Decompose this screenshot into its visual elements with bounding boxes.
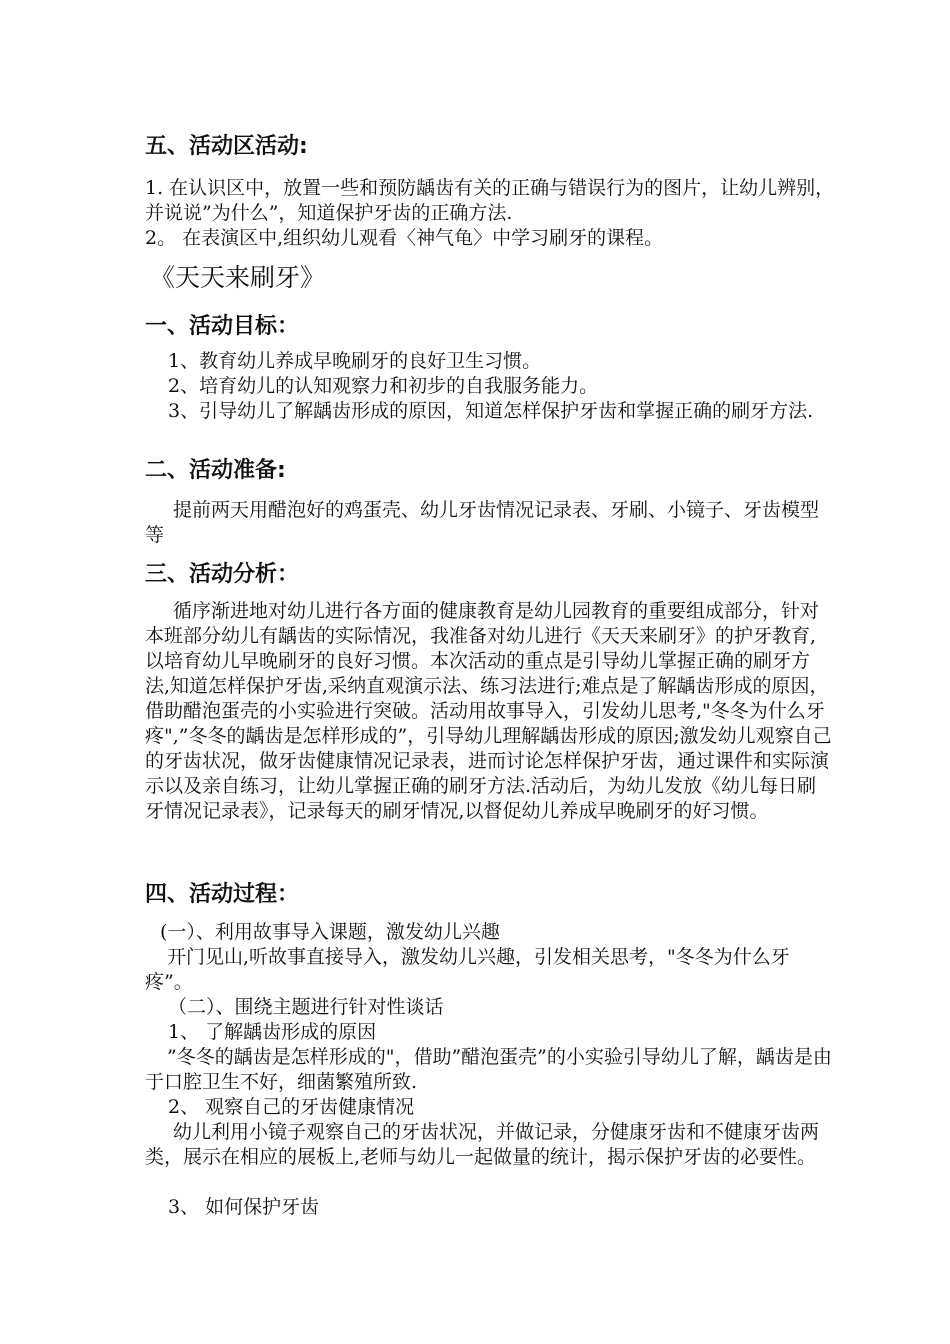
goal-item-3: 3、引导幼儿了解龋齿形成的原因，知道怎样保护牙齿和掌握正确的刷牙方法. (168, 400, 814, 422)
process-step-1-paragraph: 开门见山,听故事直接导入，激发幼儿兴趣，引发相关思考，"冬冬为什么牙疼”。 (145, 946, 790, 993)
process-step-1-title: (一）、利用故事导入课题，激发幼儿兴趣 (160, 921, 500, 943)
goal-item-2: 2、培育幼儿的认知观察力和初步的自我服务能力。 (168, 375, 599, 397)
section-5-paragraph-2: 2。 在表演区中,组织幼儿观看〈神气龟〉中学习刷牙的课程。 (145, 227, 664, 249)
section-1-heading: 一、活动目标： (145, 314, 300, 339)
process-item-2-title: 2、 观察自己的牙齿健康情况 (168, 1096, 415, 1118)
section-2-heading: 二、活动准备: (145, 458, 286, 483)
section-5-paragraph-1: 1. 在认识区中，放置一些和预防龋齿有关的正确与错误行为的图片，让幼儿辨别，并说说”为什么”，知道保护牙齿的正确方法. (145, 177, 835, 224)
process-item-1-paragraph: ”冬冬的龋齿是怎样形成的"，借助”醋泡蛋壳”的小实验引导幼儿了解，龋齿是由于口腔卫生不好，细菌繁殖所致. (145, 1046, 832, 1093)
process-step-2-title: （二）、围绕主题进行针对性谈话 (168, 996, 444, 1018)
process-item-2-paragraph: 幼儿利用小镜子观察自己的牙齿状况，并做记录，分健康牙齿和不健康牙齿两类，展示在相应的展板上,老师与幼儿一起做量的统计，揭示保护牙齿的必要性。 (145, 1121, 820, 1168)
section-3-paragraph: 循序渐进地对幼儿进行各方面的健康教育是幼儿园教育的重要组成部分，针对本班部分幼儿有龋齿的实际情况，我准备对幼儿进行《天天来刷牙》的护牙教育,以培育幼儿早晚刷牙的良好习惯。本次活动的重点是引导幼儿掌握正确的刷牙方法,知道怎样保护牙齿,采纳直观演示法、练习法进行;难点是了解龋齿形成的原因，借助醋泡蛋壳的小实验进行突破。活动用故事导入，引发幼儿思考,"冬冬为什么牙疼",”冬冬的龋齿是怎样形成的”，引导幼儿理解龋齿形成的原因;激发幼儿观察自己的牙齿状况，做牙齿健康情况记录表，进而讨论怎样保护牙齿，通过课件和实际演示以及亲自练习，让幼儿掌握正确的刷牙方法.活动后，为幼儿发放《幼儿每日刷牙情况记录表》，记录每天的刷牙情况,以督促幼儿养成早晚刷牙的好习惯。 (145, 600, 832, 822)
section-4-heading: 四、活动过程： (145, 882, 300, 907)
section-3-heading: 三、活动分析： (145, 562, 300, 587)
process-item-3-title: 3、 如何保护牙齿 (168, 1196, 320, 1218)
lesson-title: 《天天来刷牙》 (150, 263, 326, 292)
section-5-heading: 五、活动区活动: (145, 134, 308, 159)
goal-item-1: 1、教育幼儿养成早晚刷牙的良好卫生习惯。 (168, 350, 542, 372)
process-item-1-title: 1、 了解龋齿形成的原因 (168, 1021, 377, 1043)
section-2-paragraph: 提前两天用醋泡好的鸡蛋壳、幼儿牙齿情况记录表、牙刷、小镜子、牙齿模型等 (145, 499, 820, 546)
